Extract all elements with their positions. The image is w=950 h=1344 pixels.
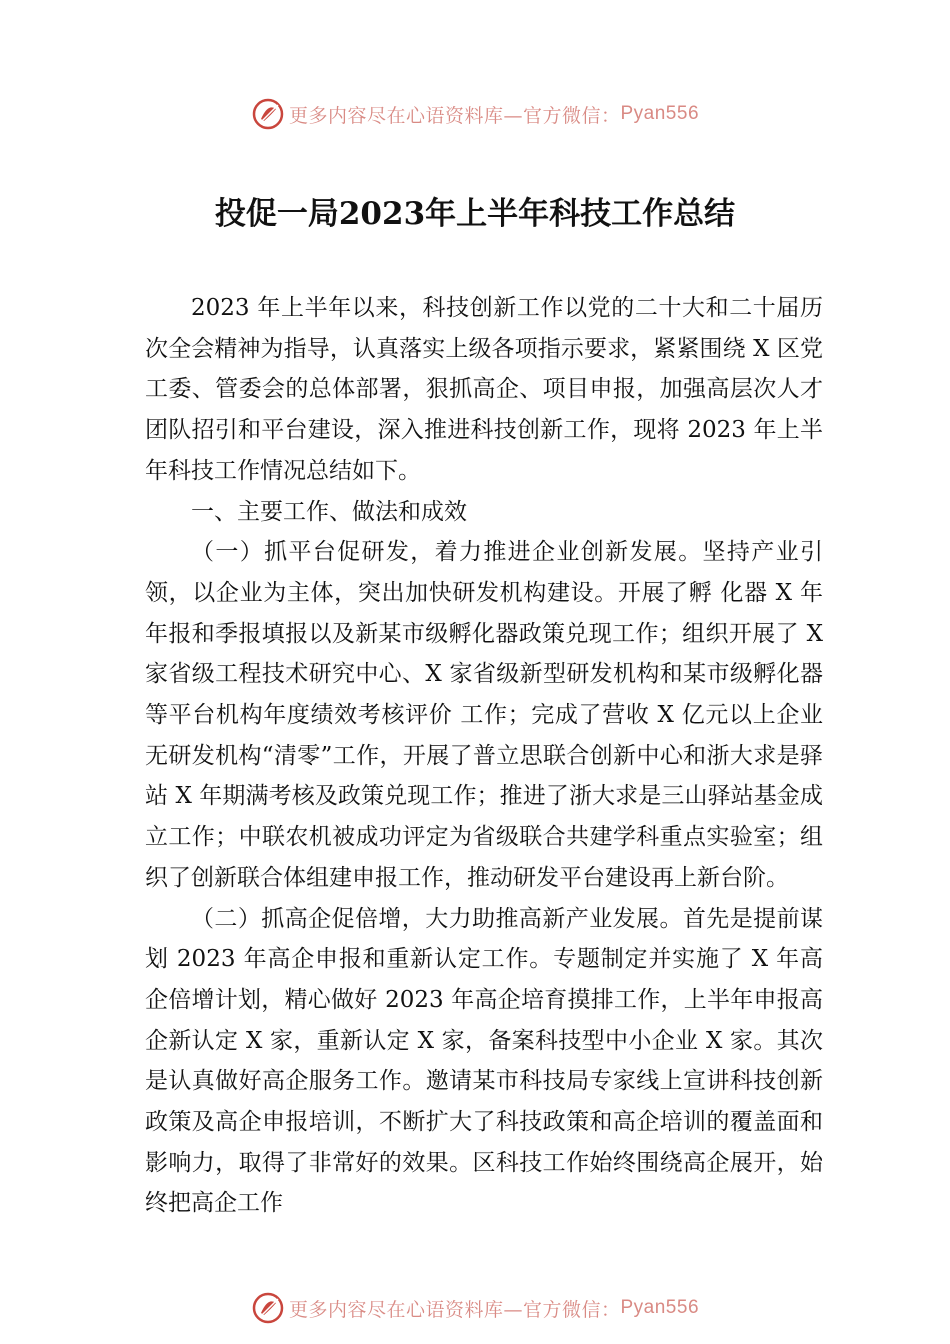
body-paragraph-2: （二）抓高企促倍增，大力助推高新产业发展。首先是提前谋划 2023 年高企申报和重新认定工作。专题制定并实施了 X 年高企倍增计划，精心做好 2023 年高企培育摸排工作，上半年申报高企新认定 X 家，重新认定 X 家，备案科技型中小企业 X 家。其次是认真做好高企服务工作。邀请某市科技局专家线上宣讲科技创新政策及高企申报培训，不断扩大了科技政策和高企培训的覆盖面和影响力，取得了非常好的效果。区科技工作始终围绕高企展开，始终把高企工作 xyxy=(145,905,823,1217)
document-body xyxy=(145,288,823,1224)
logo-icon xyxy=(251,1291,285,1325)
body-paragraph-1: （一）抓平台促研发，着力推进企业创新发展。坚持产业引领，以企业为主体，突出加快研发机构建设。开展了孵 化器 X 年年报和季报填报以及新某市级孵化器政策兑现工作；组织开展了 X 家省级工程技术研究中心、X 家省级新型研发机构和某市级孵化器等平台机构年度绩效考核评价 工作；完成了营收 X 亿元以上企业无研发机构“清零”工作，开展了普立思联合创新中心和浙大求是驿站 X 年期满考核及政策兑现工作；推进了浙大求是三山驿站基金成立工作；中联农机被成功评定为省级联合共建学科重点实验室；组织了创新联合体组建申报工作，推动研发平台建设再上新台阶。 xyxy=(145,539,823,891)
watermark-text: 更多内容尽在心语资料库—官方微信： xyxy=(288,1298,621,1321)
watermark-text: 更多内容尽在心语资料库—官方微信： xyxy=(288,104,621,127)
watermark-footer xyxy=(0,1288,950,1328)
document-title: 投促一局2023年上半年科技工作总结 xyxy=(214,196,736,232)
watermark-wechat-id: Pyan556 xyxy=(620,103,700,124)
intro-paragraph: 2023 年上半年以来，科技创新工作以党的二十大和二十届历次全会精神为指导，认真落实上级各项指示要求，紧紧围绕 X 区党工委、管委会的总体部署，狠抓高企、项目申报，加强高层次人才团队招引和平台建设，深入推进科技创新工作，现将 2023 年上半年科技工作情况总结如下。 xyxy=(145,295,823,484)
section-heading: 一、主要工作、做法和成效 xyxy=(191,498,467,525)
watermark-wechat-id: Pyan556 xyxy=(620,1297,700,1318)
watermark-header xyxy=(0,94,950,134)
logo-icon xyxy=(251,97,285,131)
